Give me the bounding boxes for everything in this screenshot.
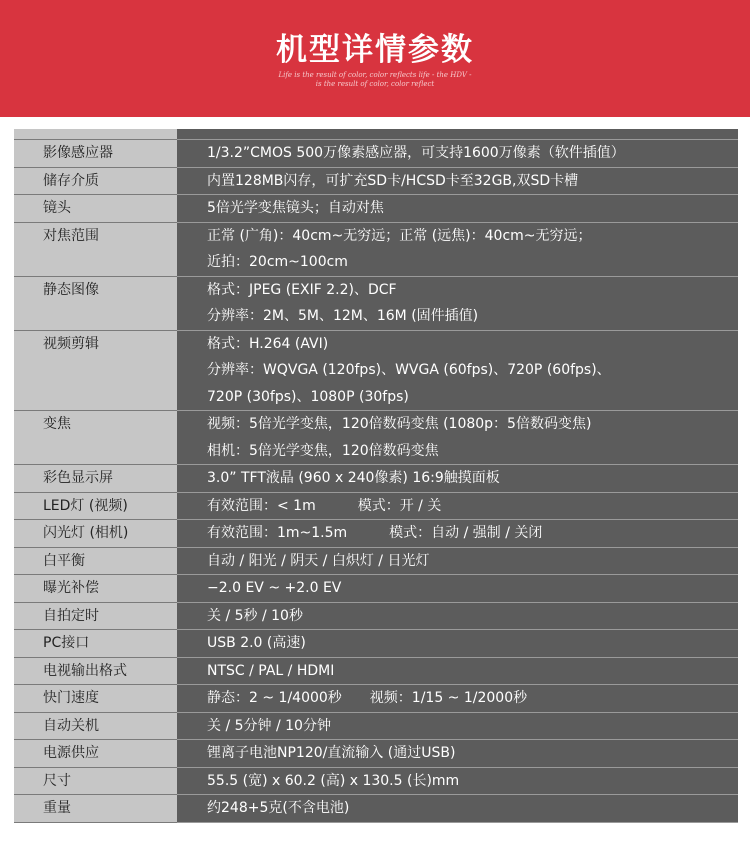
spec-row — [14, 168, 738, 196]
spec-label: 彩色显示屏 — [14, 465, 177, 493]
spec-value-line: 锂离子电池NP120/直流输入 (通过USB) — [207, 745, 456, 761]
spec-row — [14, 630, 738, 658]
spec-value — [177, 331, 738, 412]
spec-row — [14, 520, 738, 548]
spec-value-line: NTSC / PAL / HDMI — [207, 662, 335, 679]
spec-label: 对焦范围 — [14, 223, 177, 277]
spec-value-line: 近拍：20cm~100cm — [207, 254, 348, 270]
spec-value-line: 正常 (广角)：40cm~无穷远；正常 (远焦)：40cm~无穷远； — [207, 227, 592, 244]
spec-table-header-strip — [14, 129, 738, 140]
spec-header-value-cell — [177, 129, 738, 140]
spec-label: 自动关机 — [14, 713, 177, 741]
spec-value-line: 视频：5倍光学变焦，120倍数码变焦 (1080p：5倍数码变焦) — [207, 416, 592, 432]
spec-value — [177, 195, 738, 223]
spec-label: 尺寸 — [14, 768, 177, 796]
spec-value-line: 有效范围：1m~1.5m 模式：自动 / 强制 / 关闭 — [207, 525, 543, 541]
spec-row — [14, 195, 738, 223]
spec-label: 快门速度 — [14, 685, 177, 713]
spec-value — [177, 493, 738, 521]
spec-row — [14, 277, 738, 331]
spec-value — [177, 411, 738, 465]
spec-row — [14, 331, 738, 412]
spec-row — [14, 795, 738, 823]
spec-value — [177, 277, 738, 331]
spec-value-line: 静态：2 ~ 1/4000秒 视频：1/15 ~ 1/2000秒 — [207, 690, 528, 706]
banner-subtitle-line-2: is the result of color, color reflect — [315, 80, 435, 88]
spec-label: 电视输出格式 — [14, 658, 177, 686]
spec-table — [14, 129, 738, 823]
spec-value — [177, 465, 738, 493]
header-banner — [0, 0, 750, 117]
spec-value — [177, 768, 738, 796]
spec-label: 自拍定时 — [14, 603, 177, 631]
spec-label: 电源供应 — [14, 740, 177, 768]
spec-row — [14, 685, 738, 713]
spec-value — [177, 603, 738, 631]
spec-label: 视频剪辑 — [14, 331, 177, 412]
spec-label: LED灯 (视频) — [14, 493, 177, 521]
spec-label: 影像感应器 — [14, 140, 177, 168]
spec-row — [14, 548, 738, 576]
spec-value — [177, 548, 738, 576]
spec-value-line: 分辨率：WQVGA (120fps)、WVGA (60fps)、720P (60fps)、 — [207, 362, 611, 378]
spec-row — [14, 768, 738, 796]
spec-row — [14, 493, 738, 521]
spec-label: 重量 — [14, 795, 177, 823]
spec-value-line: 自动 / 阳光 / 阴天 / 白炽灯 / 日光灯 — [207, 552, 430, 569]
spec-value-line: 1/3.2”CMOS 500万像素感应器，可支持1600万像素（软件插值） — [207, 145, 625, 161]
spec-value-line: −2.0 EV ~ +2.0 EV — [207, 580, 342, 596]
spec-value-line: 关 / 5分钟 / 10分钟 — [207, 717, 331, 734]
spec-row — [14, 575, 738, 603]
spec-row — [14, 140, 738, 168]
spec-value — [177, 740, 738, 768]
spec-label: PC接口 — [14, 630, 177, 658]
spec-value-line: 3.0” TFT液晶 (960 x 240像素) 16:9触摸面板 — [207, 470, 500, 486]
spec-value-line: 55.5 (宽) x 60.2 (高) x 130.5 (长)mm — [207, 772, 460, 789]
spec-label: 静态图像 — [14, 277, 177, 331]
spec-value-line: 格式：JPEG (EXIF 2.2)、DCF — [207, 281, 397, 298]
spec-row — [14, 411, 738, 465]
spec-value-line: 相机：5倍光学变焦，120倍数码变焦 — [207, 442, 439, 459]
spec-row — [14, 223, 738, 277]
spec-label: 闪光灯 (相机) — [14, 520, 177, 548]
spec-label: 白平衡 — [14, 548, 177, 576]
spec-value-line: 约248+5克(不含电池) — [207, 800, 350, 816]
banner-subtitle-line-1: Life is the result of color, color reflects life - the HDV - — [278, 71, 472, 79]
spec-value — [177, 575, 738, 603]
spec-value-line: 格式：H.264 (AVI) — [207, 335, 329, 352]
spec-row — [14, 658, 738, 686]
spec-row — [14, 603, 738, 631]
spec-value-line: USB 2.0 (高速) — [207, 635, 306, 651]
spec-label: 变焦 — [14, 411, 177, 465]
spec-value — [177, 658, 738, 686]
spec-value — [177, 140, 738, 168]
spec-value-line: 分辨率：2M、5M、12M、16M (固件插值) — [207, 308, 479, 324]
spec-value-line: 720P (30fps)、1080P (30fps) — [207, 388, 409, 405]
spec-header-label-cell — [14, 129, 177, 140]
spec-value-line: 内置128MB闪存，可扩充SD卡/HCSD卡至32GB,双SD卡槽 — [207, 172, 579, 189]
spec-value — [177, 713, 738, 741]
spec-value-line: 关 / 5秒 / 10秒 — [207, 607, 303, 624]
spec-label: 镜头 — [14, 195, 177, 223]
spec-value — [177, 685, 738, 713]
spec-label: 曝光补偿 — [14, 575, 177, 603]
spec-row — [14, 740, 738, 768]
spec-label: 储存介质 — [14, 168, 177, 196]
spec-value — [177, 630, 738, 658]
spec-value — [177, 223, 738, 277]
spec-value-line: 有效范围：< 1m 模式：开 / 关 — [207, 497, 442, 514]
spec-value — [177, 168, 738, 196]
spec-value-line: 5倍光学变焦镜头；自动对焦 — [207, 200, 384, 216]
spec-row — [14, 465, 738, 493]
page-title: 机型详情参数 — [276, 32, 474, 68]
spec-value — [177, 795, 738, 823]
spec-value — [177, 520, 738, 548]
spec-row — [14, 713, 738, 741]
